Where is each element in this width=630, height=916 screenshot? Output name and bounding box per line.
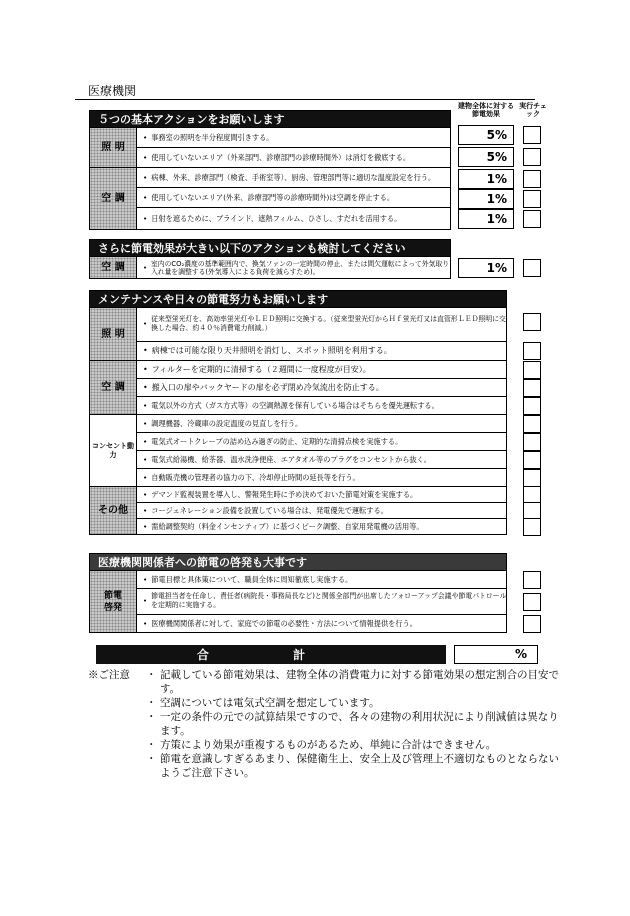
action-row: • 自動販売機の管理者の協力の下、冷却停止時間の延長等を行う。 — [137, 468, 507, 487]
action-row: • 電気以外の方式（ガス方式等）の空調熱源を保有している場合はそちらを優先運転する。 — [137, 396, 507, 415]
check-box[interactable] — [523, 170, 541, 188]
action-text: 調理機器、冷蔵庫の設定温度の見直しを行う。 — [151, 418, 303, 428]
action-row: • 事務室の照明を半分程度間引きする。 — [137, 127, 451, 148]
category-other — [89, 486, 137, 535]
effect-value: 1% — [458, 258, 514, 278]
effect-value: 1% — [458, 209, 514, 229]
category-air-conditioning — [89, 256, 137, 279]
action-text: デマンド監視装置を導入し、警報発生時に予め決めておいた節電対策を実施する。 — [151, 489, 418, 499]
note-item: ・ 方策により効果が重複するものがあるため、単純に合計はできません。 — [146, 739, 497, 751]
action-text: 電気式オートクレーブの詰め込み過ぎの防止、定期的な清掃点検を実施する。 — [151, 436, 403, 446]
action-text: 室内のCO₂濃度の基準範囲内で、換気ファンの一定時間の停止、または間欠運転によって外気取り入れ量を調整する(外気導入による負荷を減らすため)。 — [151, 259, 450, 276]
action-row: • 電気式オートクレーブの詰め込み過ぎの防止、定期的な清掃点検を実施する。 — [137, 432, 507, 451]
action-row: • フィルターを定期的に清掃する（２週間に一度程度が目安）。 — [137, 360, 507, 379]
check-box[interactable] — [523, 433, 541, 451]
check-box[interactable] — [523, 415, 541, 433]
check-box[interactable] — [523, 259, 541, 277]
column-header-check: 実行チェック — [519, 102, 547, 118]
check-box[interactable] — [523, 313, 541, 331]
action-text: 節電目標と具体策について、職員全体に周知徹底し実施する。 — [151, 574, 353, 584]
action-text: 使用していないエリア（外来部門、診療部門の診療時間外）は消灯を徹底する。 — [151, 152, 411, 162]
action-row: • 搬入口の扉やバックヤードの扉を必ず閉め冷気流出を防止する。 — [137, 378, 507, 397]
action-row: • 使用していないエリア（外来部門、診療部門の診療時間外）は消灯を徹底する。 — [137, 147, 451, 168]
action-text: 自動販売機の管理者の協力の下、冷却停止時間の延長等を行う。 — [151, 472, 360, 482]
action-text: 節電担当者を任命し、責任者(病院長・事務局長など)と関係全部門が出席したフォローアップ会議や節電パトロールを定期的に実施する。 — [151, 592, 507, 609]
effect-value: 5% — [458, 125, 514, 145]
action-text: 需給調整契約（料金インセンティブ）に基づくピーク調整、自家用発電機の活用等。 — [151, 522, 424, 531]
column-header-effect: 建物全体に対する節電効果 — [458, 102, 514, 118]
category-label: 節電啓発 — [103, 590, 122, 613]
check-box[interactable] — [523, 342, 541, 360]
action-row: • 従来型蛍光灯を、高効率蛍光灯やＬＥＤ照明に交換する。（従来型蛍光灯からＨｆ蛍光灯又は直管形ＬＥＤ照明に交換した場合、約４０％消費電力削減。） — [137, 307, 507, 342]
section-title: さらに節電効果が大きい以下のアクションも検討してください — [98, 242, 406, 255]
category-label: 空 調 — [101, 382, 125, 393]
action-row: • 節電目標と具体策について、職員全体に周知徹底し実施する。 — [137, 570, 507, 589]
effect-value: 1% — [458, 169, 514, 189]
check-box[interactable] — [523, 190, 541, 208]
check-box[interactable] — [523, 615, 541, 633]
action-text: 電気式給湯機、給茶器、温水洗浄便座、エアタオル等のプラグをコンセントから抜く。 — [151, 454, 431, 464]
action-row: • デマンド監視装置を導入し、警報発生時に予め決めておいた節電対策を実施する。 — [137, 486, 507, 503]
action-text: 医療機関関係者に対して、家庭での節電の必要性・方法について情報提供を行う。 — [151, 619, 417, 628]
action-row: • 病棟では可能な限り天井照明を消灯し、スポット照明を利用する。 — [137, 341, 507, 361]
action-row: • 室内のCO₂濃度の基準範囲内で、換気ファンの一定時間の停止、または間欠運転によって外気取り入れ量を調整する(外気導入による負荷を減らすため)。 — [143, 259, 450, 276]
category-awareness — [89, 570, 137, 633]
section-title: メンテナンスや日々の節電努力もお願いします — [98, 293, 329, 306]
action-row: • 調理機器、冷蔵庫の設定温度の見直しを行う。 — [137, 414, 507, 433]
section-title: ５つの基本アクションをお願いします — [98, 113, 285, 126]
category-label: 空 調 — [101, 262, 125, 273]
notes-list — [146, 668, 566, 780]
action-row: • コージェネレーション設備を設置している場合は、発電優先で運転する。 — [137, 502, 507, 519]
action-row: • 需給調整契約（料金インセンティブ）に基づくピーク調整、自家用発電機の活用等。 — [143, 522, 424, 531]
action-text: フィルターを定期的に清掃する（２週間に一度程度が目安）。 — [151, 364, 371, 374]
notes-heading: ※ご注意 — [88, 669, 130, 681]
action-text: 使用していないエリア(外来、診療部門等の診療時間外)は空調を停止する。 — [151, 192, 395, 202]
note-text: 方策により効果が重複するものがあるため、単純に合計はできません。 — [160, 739, 497, 751]
effect-value: 1% — [458, 189, 514, 209]
note-item: ・ 記載している節電効果は、建物全体の消費電力に対する節電効果の想定割合の目安です。 — [146, 668, 566, 696]
total-unit: % — [514, 647, 527, 661]
section-header-maintenance — [89, 290, 507, 308]
check-box[interactable] — [523, 379, 541, 397]
category-air-conditioning — [89, 167, 137, 230]
total-label: 合 計 — [196, 648, 346, 662]
note-text: 節電を意識しすぎるあまり、保健衛生上、安全上及び管理上不適切なものとならないようご注意下さい。 — [160, 753, 559, 779]
action-text: 従来型蛍光灯を、高効率蛍光灯やＬＥＤ照明に交換する。（従来型蛍光灯からＨｆ蛍光灯又は直管形ＬＥＤ照明に交換した場合、約４０％消費電力削減。） — [151, 315, 506, 332]
action-row: • 病棟、外来、診療部門（検査、手術室等）、厨房、管理部門等に適切な温度設定を行う。 — [137, 167, 451, 188]
action-row: • 使用していないエリア(外来、診療部門等の診療時間外)は空調を停止する。 — [137, 187, 451, 208]
category-label: 照 明 — [101, 328, 125, 340]
check-box[interactable] — [523, 148, 541, 166]
check-box[interactable] — [523, 397, 541, 415]
check-box[interactable] — [523, 126, 541, 144]
section-header-awareness — [89, 553, 507, 571]
category-lighting — [89, 307, 137, 361]
action-row: • 医療機関関係者に対して、家庭での節電の必要性・方法について情報提供を行う。 — [143, 619, 417, 628]
category-outlet-power — [89, 414, 137, 487]
effect-value: 5% — [458, 147, 514, 167]
action-row: • 節電担当者を任命し、責任者(病院長・事務局長など)と関係全部門が出席したフォローアップ会議や節電パトロールを定期的に実施する。 — [137, 588, 507, 615]
action-text: 電気以外の方式（ガス方式等）の空調熱源を保有している場合はそちらを優先運転する。 — [151, 400, 439, 410]
note-item: ・ 空調については電気式空調を想定しています。 — [146, 697, 380, 709]
page-title: 医療機関 — [88, 84, 137, 98]
category-label: その他 — [98, 505, 128, 516]
check-box[interactable] — [523, 469, 541, 487]
note-text: 空調については電気式空調を想定しています。 — [160, 697, 380, 709]
category-label: 照 明 — [101, 142, 125, 153]
category-lighting — [89, 127, 137, 168]
note-item: ・ 一定の条件の元での試算結果ですので、各々の建物の利用状況により削減値は異なります。 — [146, 710, 566, 738]
check-box[interactable] — [523, 361, 541, 379]
note-item: ・ 節電を意識しすぎるあまり、保健衛生上、安全上及び管理上不適切なものとならないようご注意下さい。 — [146, 752, 566, 780]
check-box[interactable] — [523, 210, 541, 228]
action-text: コージェネレーション設備を設置している場合は、発電優先で運転する。 — [151, 505, 388, 515]
action-row: • 電気式給湯機、給茶器、温水洗浄便座、エアタオル等のプラグをコンセントから抜く。 — [137, 450, 507, 469]
category-label: 空 調 — [101, 193, 125, 204]
action-text: 病棟、外来、診療部門（検査、手術室等）、厨房、管理部門等に適切な温度設定を行う。 — [151, 172, 436, 182]
section-header-basic-actions — [89, 110, 451, 128]
action-row: • 日射を遮るために、ブラインド、遮熱フィルム、ひさし、すだれを活用する。 — [143, 214, 402, 223]
header-divider — [75, 99, 535, 100]
section-header-additional-actions — [89, 239, 451, 257]
note-text: 記載している節電効果は、建物全体の消費電力に対する節電効果の想定割合の目安です。 — [160, 669, 559, 695]
check-box[interactable] — [523, 518, 541, 536]
action-text: 搬入口の扉やバックヤードの扉を必ず閉め冷気流出を防止する。 — [151, 382, 384, 392]
check-box[interactable] — [523, 571, 541, 589]
check-box[interactable] — [523, 451, 541, 469]
category-air-conditioning — [89, 360, 137, 415]
total-value-box — [454, 645, 538, 664]
action-text: 事務室の照明を半分程度間引きする。 — [151, 132, 274, 142]
action-text: 病棟では可能な限り天井照明を消灯し、スポット照明を利用する。 — [151, 346, 392, 355]
category-label: コンセント動力 — [92, 441, 134, 459]
check-box[interactable] — [523, 593, 541, 611]
section-title: 医療機関関係者への節電の啓発も大事です — [98, 556, 307, 569]
action-text: 日射を遮るために、ブラインド、遮熱フィルム、ひさし、すだれを活用する。 — [151, 214, 402, 223]
note-text: 一定の条件の元での試算結果ですので、各々の建物の利用状況により削減値は異なります。 — [160, 711, 559, 737]
total-label-bar — [96, 645, 446, 664]
